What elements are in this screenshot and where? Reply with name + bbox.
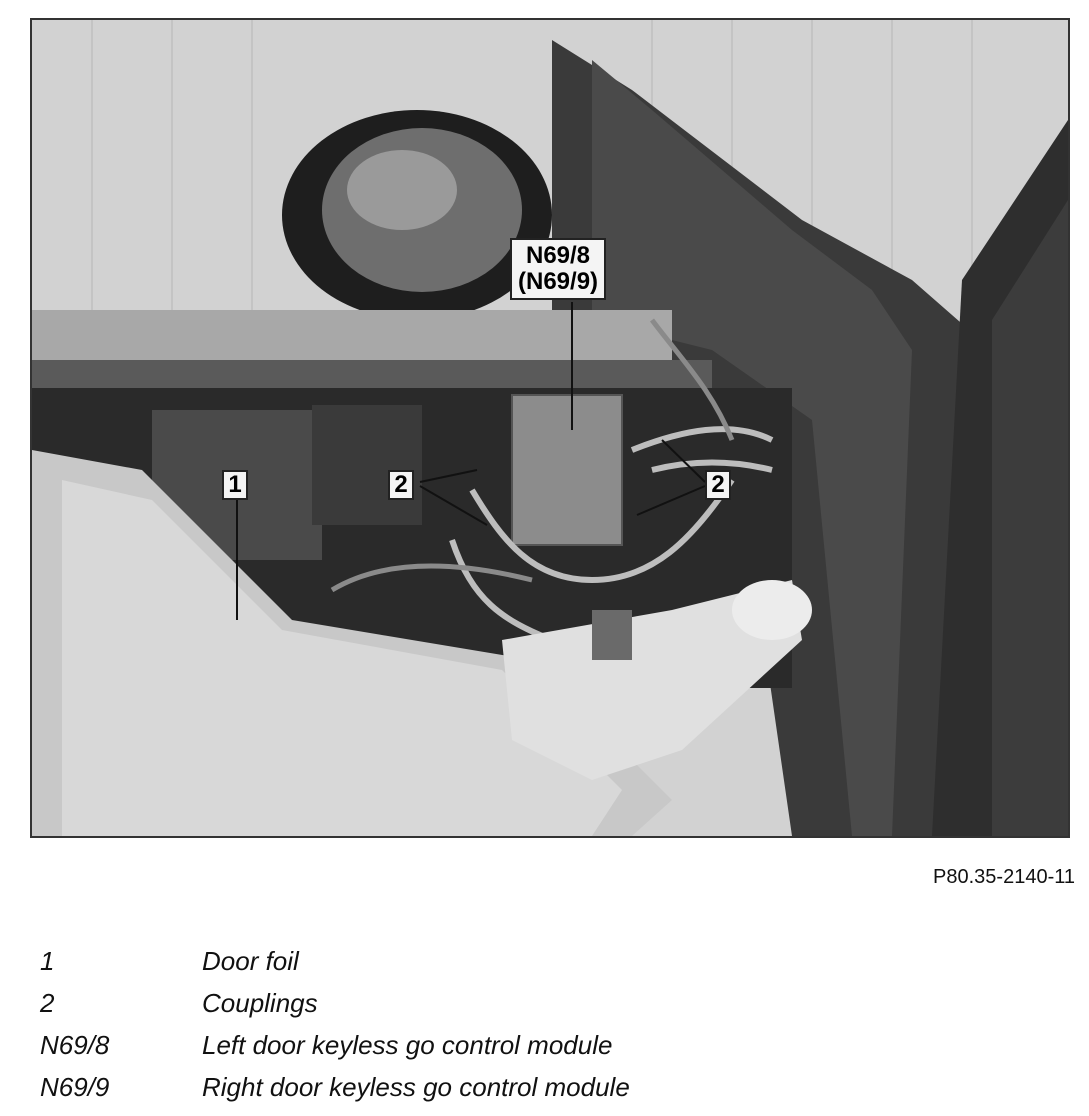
- legend-desc: Couplings: [202, 987, 318, 1018]
- module-callout-line2: (N69/9): [518, 268, 599, 295]
- legend-row: [40, 1024, 1050, 1066]
- legend-key: 1: [40, 945, 55, 976]
- legend-row: [40, 1066, 1050, 1108]
- legend-row: [40, 982, 1050, 1024]
- figure-reference-code: P80.35-2140-11: [933, 866, 1075, 888]
- legend-desc: Door foil: [202, 945, 299, 976]
- module-callout-line1: N69/8: [525, 242, 591, 269]
- legend: [40, 940, 1050, 1108]
- legend-desc: Left door keyless go control module: [202, 1029, 613, 1060]
- coupling-callout-left: 2: [388, 470, 414, 500]
- callout-leader-lines: [32, 20, 1068, 836]
- legend-key: 2: [40, 987, 55, 1018]
- legend-desc: Right door keyless go control module: [202, 1071, 630, 1102]
- foil-callout: 1: [222, 470, 248, 500]
- legend-key: N69/9: [40, 1071, 110, 1102]
- coupling-callout-right: 2: [705, 470, 731, 500]
- legend-key: N69/8: [40, 1029, 110, 1060]
- legend-row: [40, 940, 1050, 982]
- door-photo: [30, 18, 1070, 838]
